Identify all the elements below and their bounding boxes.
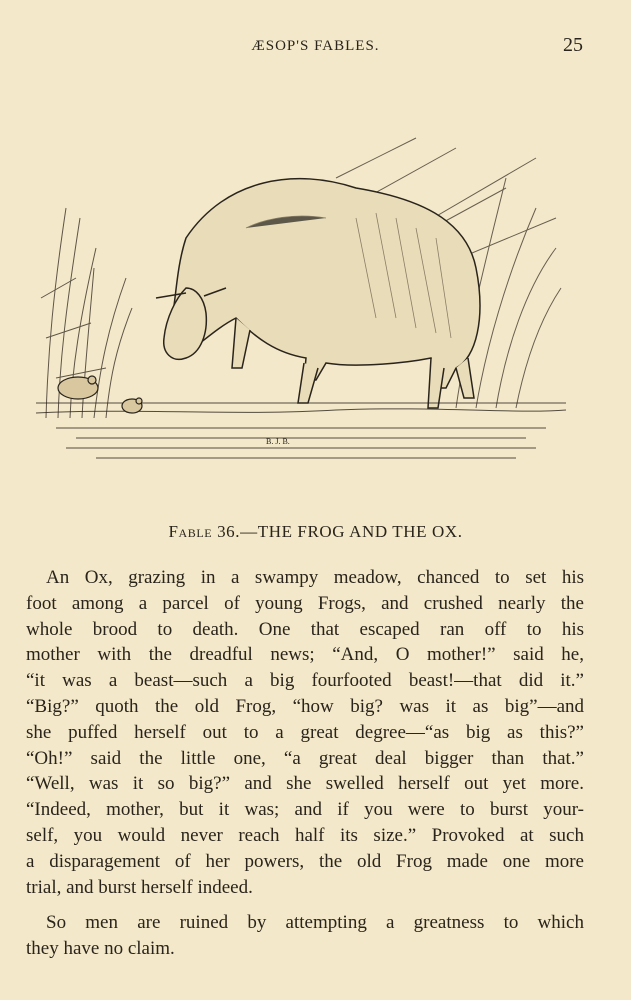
- fable-line: trial, and burst herself indeed.: [26, 876, 253, 898]
- page-number: 25: [563, 34, 583, 56]
- fable-text: [26, 565, 584, 962]
- fable-heading: [0, 522, 631, 542]
- fable-line: self, you would never reach half its size.” Provoked at such: [26, 824, 584, 846]
- fable-title: —THE FROG AND THE OX.: [240, 522, 463, 541]
- running-title: ÆSOP'S FABLES.: [251, 38, 380, 54]
- fable-line: foot among a parcel of young Frogs, and crushed nearly the: [26, 592, 584, 614]
- running-head: [0, 34, 631, 58]
- fable-number: Fable 36.: [168, 522, 241, 541]
- moral-line: So men are ruined by attempting a greatness to which: [46, 912, 584, 934]
- fable-line: “Indeed, mother, but it was; and if you were to burst your-: [26, 799, 584, 821]
- fable-moral: [26, 910, 584, 962]
- fable-line: mother with the dreadful news; “And, O mother!” said he,: [26, 644, 584, 666]
- fable-line: An Ox, grazing in a swampy meadow, chanced to set his: [46, 567, 584, 588]
- engraver-signature: B. J. B.: [266, 437, 290, 446]
- ox-and-frogs-engraving: [36, 118, 566, 468]
- fable-line: “Big?” quoth the old Frog, “how big? was it as big”—and: [26, 695, 584, 717]
- fable-line: “Oh!” said the little one, “a great deal bigger than that.”: [26, 747, 584, 769]
- fable-line: “it was a beast—such a big fourfooted beast!—that did it.”: [26, 670, 584, 692]
- moral-line: they have no claim.: [26, 938, 175, 960]
- fable-line: she puffed herself out to a great degree—“as big as this?”: [26, 721, 584, 743]
- fable-line: a disparagement of her powers, the old Frog made one more: [26, 850, 584, 872]
- fable-line: whole brood to death. One that escaped ran off to his: [26, 618, 584, 640]
- fable-line: “Well, was it so big?” and she swelled herself out yet more.: [26, 773, 584, 795]
